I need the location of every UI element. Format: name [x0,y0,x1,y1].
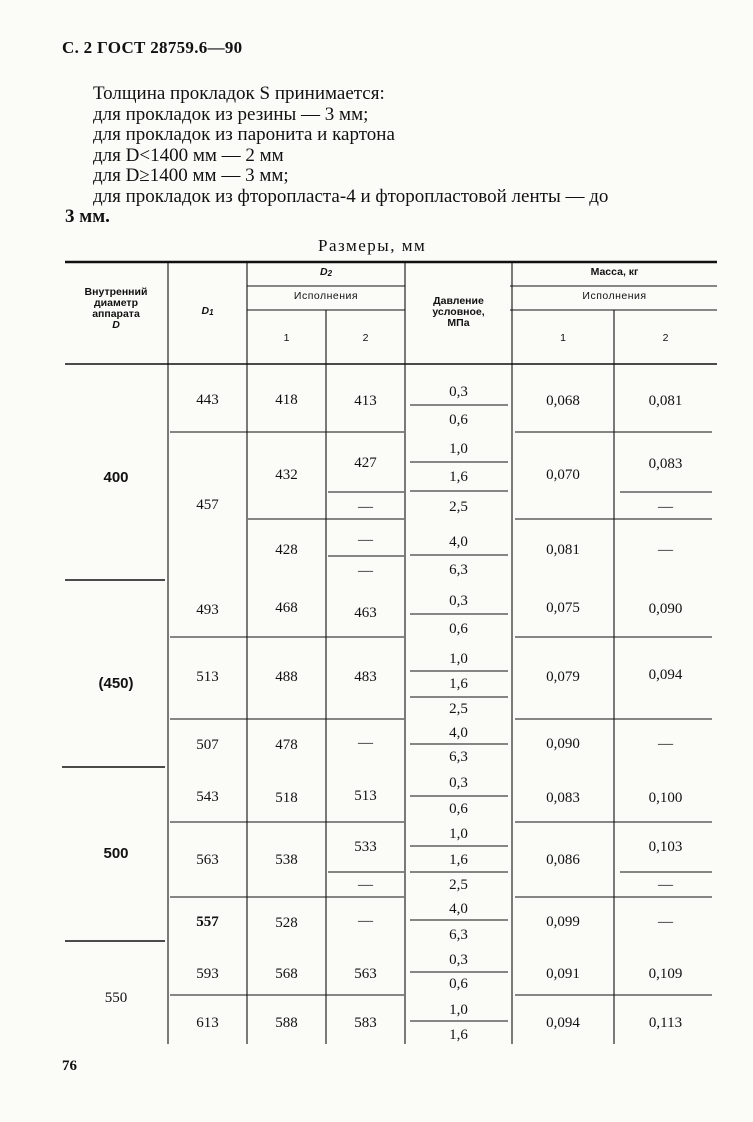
header-d2-v2: 2 [362,332,369,344]
cell-mass-2: — [658,736,673,752]
group-label-450: (450) [98,675,134,692]
intro-line-1: Толщина прокладок S принимается: [93,83,385,104]
group-label-500: 500 [103,845,129,862]
cell-d2-2: 533 [354,839,377,855]
cell-mass-2: — [658,914,673,930]
cell-pressure: 0,6 [449,412,468,428]
cell-mass-2: — [658,877,673,893]
cell-pressure: 0,3 [449,775,468,791]
cell-d2-2: 427 [354,455,377,471]
cell-d2-2: — [358,735,373,751]
cell-mass-2: 0,094 [648,667,683,683]
page-header: С. 2 ГОСТ 28759.6—90 [62,38,243,57]
cell-pressure: 0,3 [449,952,468,968]
cell-d2-1: 568 [275,966,298,982]
cell-d2-2: — [358,563,373,579]
cell-mass-2: 0,081 [648,393,683,409]
cell-d2-1: 478 [275,737,298,753]
intro-line-2: для прокладок из резины — 3 мм; [93,103,369,125]
cell-mass-1: 0,079 [546,669,580,685]
cell-d1: 493 [196,602,219,618]
header-d2: D2 [319,266,333,278]
cell-pressure: 0,6 [449,801,468,817]
cell-pressure: 1,0 [449,441,468,457]
intro-line-4: для D<1400 мм — 2 мм [93,144,284,166]
cell-mass-2: 0,090 [648,601,683,617]
cell-d1: 443 [196,392,219,408]
header-mass: Масса, кг [590,266,639,278]
header-d2-v1: 1 [283,332,290,344]
cell-mass-1: 0,081 [546,542,580,558]
cell-pressure: 1,0 [449,1002,468,1018]
header-mass-v2: 2 [662,332,669,344]
cell-mass-2: 0,109 [648,966,683,982]
cell-d2-2: — [358,532,373,548]
cell-d1: 557 [196,914,219,930]
cell-d1: 543 [196,789,219,805]
intro-line-5: для D≥1400 мм — 3 мм; [93,165,289,186]
header-inner-diameter: Внутренний диаметр аппарата D [84,286,148,331]
cell-pressure: 0,3 [449,593,468,609]
cell-d1: 507 [196,737,219,753]
cell-pressure: 2,5 [449,877,468,893]
cell-pressure: 4,0 [449,725,468,741]
cell-d1: 593 [196,966,219,982]
intro-line-6: для прокладок из фторопласта-4 и фторопластовой ленты — до [93,185,609,207]
cell-d1: 563 [196,852,219,868]
cell-d2-1: 428 [275,542,298,558]
group-label-550: 550 [104,990,128,1006]
cell-mass-1: 0,075 [546,600,580,616]
cell-pressure: 0,3 [449,384,468,400]
cell-pressure: 1,6 [449,469,468,485]
cell-mass-2: 0,083 [648,456,683,472]
cell-d2-1: 432 [275,467,298,483]
table-caption: Размеры, мм [318,236,427,255]
cell-mass-1: 0,090 [546,736,580,752]
cell-d2-2: — [358,913,373,929]
header-pressure: Давление условное, МПа [432,295,485,329]
cell-pressure: 1,0 [449,651,468,667]
group-label-400: 400 [103,469,129,486]
cell-mass-2: 0,113 [648,1015,683,1031]
cell-mass-1: 0,094 [546,1015,580,1031]
intro-line-7: 3 мм. [65,206,110,227]
cell-d2-2: — [358,877,373,893]
cell-mass-1: 0,068 [546,393,580,409]
cell-pressure: 1,6 [449,1027,468,1043]
cell-pressure: 4,0 [449,901,468,917]
cell-mass-1: 0,099 [546,914,580,930]
cell-pressure: 6,3 [449,749,468,765]
cell-d2-1: 588 [275,1015,298,1031]
cell-pressure: 2,5 [449,701,468,717]
cell-mass-2: 0,103 [648,839,683,855]
cell-mass-1: 0,091 [546,966,580,982]
cell-mass-1: 0,083 [546,790,580,806]
cell-pressure: 1,6 [449,676,468,692]
cell-pressure: 0,6 [449,621,468,637]
cell-pressure: 1,0 [449,826,468,842]
cell-d2-1: 488 [275,669,298,685]
cell-mass-2: — [658,499,673,515]
cell-d2-2: — [358,499,373,515]
cell-d1: 613 [196,1015,219,1031]
cell-d2-1: 468 [275,600,298,616]
cell-pressure: 6,3 [449,562,468,578]
cell-d2-2: 413 [354,393,377,409]
header-mass-versions: Исполнения [582,290,647,302]
cell-pressure: 6,3 [449,927,468,943]
cell-d2-1: 538 [275,852,298,868]
cell-d2-2: 513 [354,788,377,804]
cell-mass-2: — [658,542,673,558]
cell-d2-2: 563 [354,966,377,982]
cell-d2-2: 483 [354,669,377,685]
cell-mass-1: 0,070 [546,467,580,483]
cell-pressure: 0,6 [449,976,468,992]
cell-pressure: 4,0 [449,534,468,550]
cell-d2-1: 518 [275,790,298,806]
cell-d2-1: 528 [275,915,298,931]
cell-d1: 513 [196,669,219,685]
intro-line-3: для прокладок из паронита и картона [93,124,395,145]
cell-pressure: 2,5 [449,499,468,515]
cell-d1: 457 [196,497,219,513]
cell-d2-1: 418 [275,392,298,408]
cell-pressure: 1,6 [449,852,468,868]
header-mass-v1: 1 [560,332,566,344]
header-d2-versions: Исполнения [293,290,359,302]
cell-mass-2: 0,100 [648,790,683,806]
cell-d2-2: 583 [354,1015,377,1031]
header-d1: D1 [201,305,214,317]
cell-d2-2: 463 [354,605,377,621]
cell-mass-1: 0,086 [546,852,580,868]
page-number: 76 [62,1058,77,1074]
